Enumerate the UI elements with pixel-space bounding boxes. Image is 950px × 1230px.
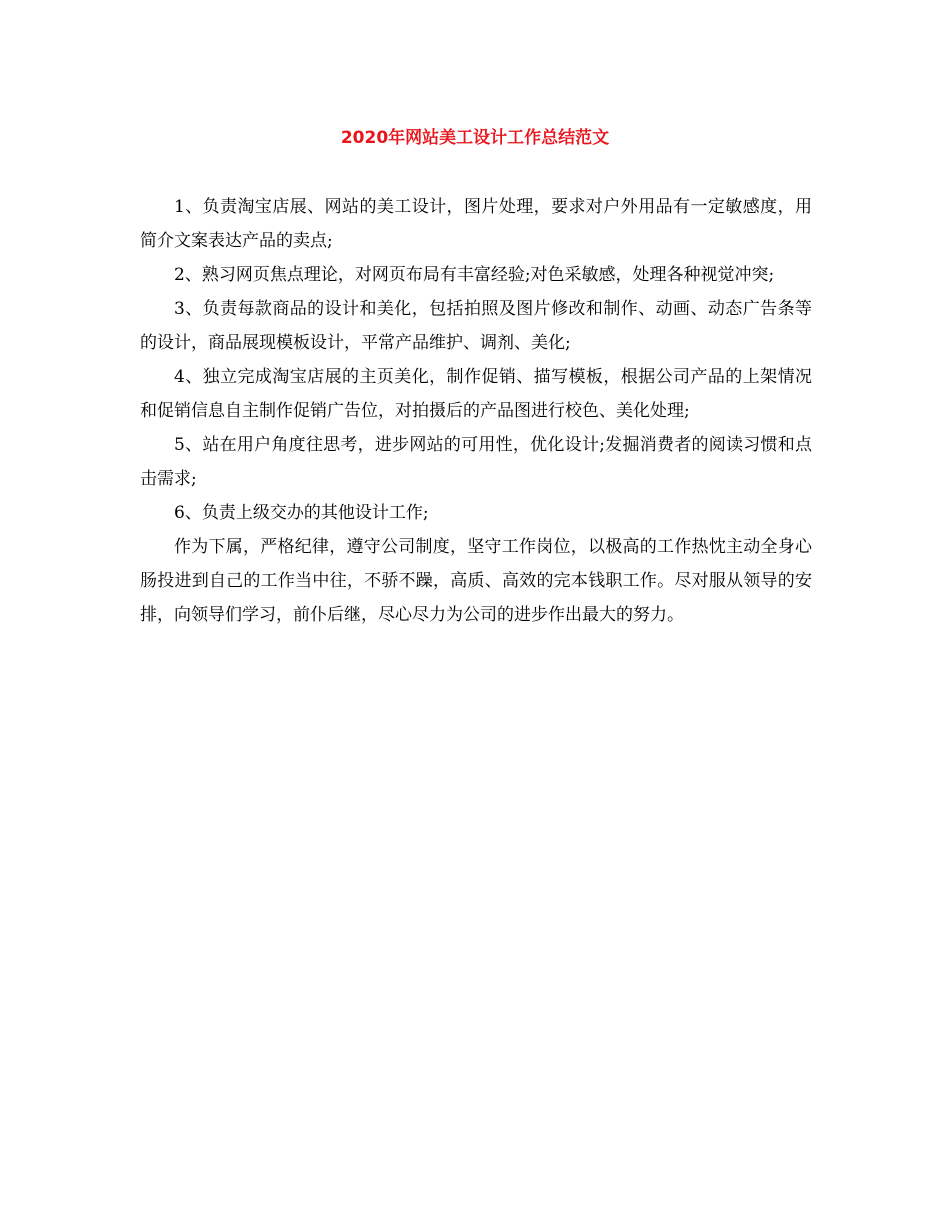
paragraph-duty-3: 3、负责每款商品的设计和美化，包括拍照及图片修改和制作、动画、动态广告条等的设计，商品展现模板设计，平常产品维护、调剂、美化; <box>140 299 812 353</box>
paragraph-duty-1: 1、负责淘宝店展、网站的美工设计，图片处理，要求对户外用品有一定敏感度，用简介文案表达产品的卖点; <box>140 197 812 251</box>
document-body <box>140 190 812 632</box>
paragraph-conclusion: 作为下属，严格纪律，遵守公司制度，坚守工作岗位，以极高的工作热忱主动全身心肠投进到自己的工作当中往，不骄不躁，高质、高效的完本钱职工作。尽对服从领导的安排，向领导们学习，前仆后继，尽心尽力为公司的进步作出最大的努力。 <box>140 537 812 625</box>
paragraph-duty-6: 6、负责上级交办的其他设计工作; <box>174 503 429 523</box>
paragraph-duty-5: 5、站在用户角度往思考，进步网站的可用性，优化设计;发掘消费者的阅读习惯和点击需求; <box>140 435 812 489</box>
paragraph-duty-2: 2、熟习网页焦点理论，对网页布局有丰富经验;对色采敏感，处理各种视觉冲突; <box>174 265 775 285</box>
paragraph-duty-4: 4、独立完成淘宝店展的主页美化，制作促销、描写模板，根据公司产品的上架情况和促销信息自主制作促销广告位，对拍摄后的产品图进行校色、美化处理; <box>140 367 812 421</box>
document-title: 2020年网站美工设计工作总结范文 <box>340 128 610 148</box>
